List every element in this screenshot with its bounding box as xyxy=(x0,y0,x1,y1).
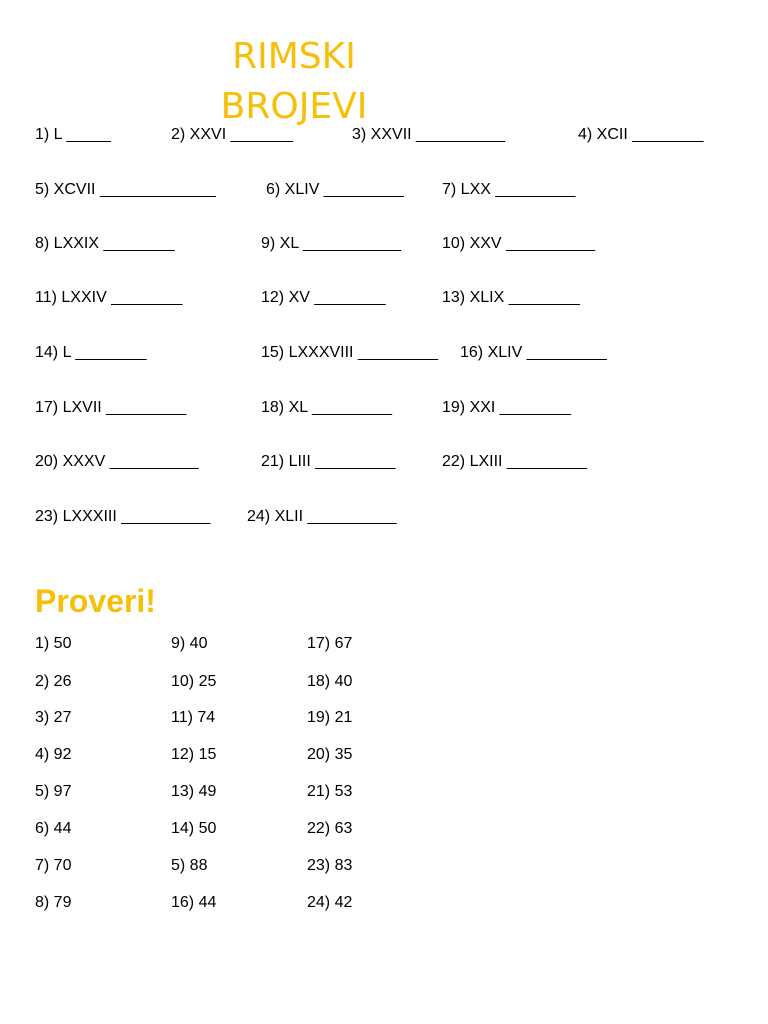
answer-item: 18) 40 xyxy=(307,673,353,690)
answer-item: 19) 21 xyxy=(307,709,353,726)
answer-item: 20) 35 xyxy=(307,746,353,763)
answer-item: 16) 44 xyxy=(171,894,217,911)
answer-item: 24) 42 xyxy=(307,894,353,911)
exercise-item: 18) XL _________ xyxy=(261,399,393,416)
answer-item: 2) 26 xyxy=(35,673,72,690)
exercise-item: 17) LXVII _________ xyxy=(35,399,187,416)
exercise-item: 7) LXX _________ xyxy=(442,181,576,198)
answer-item: 12) 15 xyxy=(171,746,217,763)
exercise-item: 21) LIII _________ xyxy=(261,453,396,470)
exercise-item: 20) XXXV __________ xyxy=(35,453,199,470)
exercise-item: 12) XV ________ xyxy=(261,289,386,306)
answer-item: 22) 63 xyxy=(307,820,353,837)
answer-item: 4) 92 xyxy=(35,746,72,763)
answer-item: 10) 25 xyxy=(171,673,217,690)
exercise-item: 22) LXIII _________ xyxy=(442,453,588,470)
exercise-item: 19) XXI ________ xyxy=(442,399,571,416)
page-title: RIMSKI BROJEVI xyxy=(220,36,368,127)
exercise-item: 14) L ________ xyxy=(35,344,147,361)
answer-item: 21) 53 xyxy=(307,783,353,800)
answer-item: 14) 50 xyxy=(171,820,217,837)
exercise-item: 2) XXVI _______ xyxy=(171,126,293,143)
exercise-item: 16) XLIV _________ xyxy=(460,344,607,361)
exercise-item: 4) XCII ________ xyxy=(578,126,704,143)
answer-item: 9) 40 xyxy=(171,635,208,652)
exercise-item: 9) XL ___________ xyxy=(261,235,401,252)
exercise-item: 1) L _____ xyxy=(35,126,111,143)
answer-item: 3) 27 xyxy=(35,709,72,726)
answer-item: 23) 83 xyxy=(307,857,353,874)
exercise-item: 23) LXXXIII __________ xyxy=(35,508,211,525)
answer-item: 17) 67 xyxy=(307,635,353,652)
answer-item: 13) 49 xyxy=(171,783,217,800)
exercise-item: 5) XCVII _____________ xyxy=(35,181,216,198)
answer-item: 5) 97 xyxy=(35,783,72,800)
answers-heading: Proveri! xyxy=(35,583,156,619)
answer-item: 1) 50 xyxy=(35,635,72,652)
answer-item: 11) 74 xyxy=(171,709,216,726)
exercise-item: 13) XLIX ________ xyxy=(442,289,580,306)
exercise-item: 11) LXXIV ________ xyxy=(35,289,183,306)
exercise-item: 3) XXVII __________ xyxy=(352,126,506,143)
exercise-item: 24) XLII __________ xyxy=(247,508,397,525)
exercise-item: 10) XXV __________ xyxy=(442,235,596,252)
exercise-item: 15) LXXXVIII _________ xyxy=(261,344,439,361)
answer-item: 8) 79 xyxy=(35,894,72,911)
exercise-item: 8) LXXIX ________ xyxy=(35,235,175,252)
answer-item: 5) 88 xyxy=(171,857,208,874)
exercise-item: 6) XLIV _________ xyxy=(266,181,404,198)
answer-item: 7) 70 xyxy=(35,857,72,874)
answer-item: 6) 44 xyxy=(35,820,72,837)
